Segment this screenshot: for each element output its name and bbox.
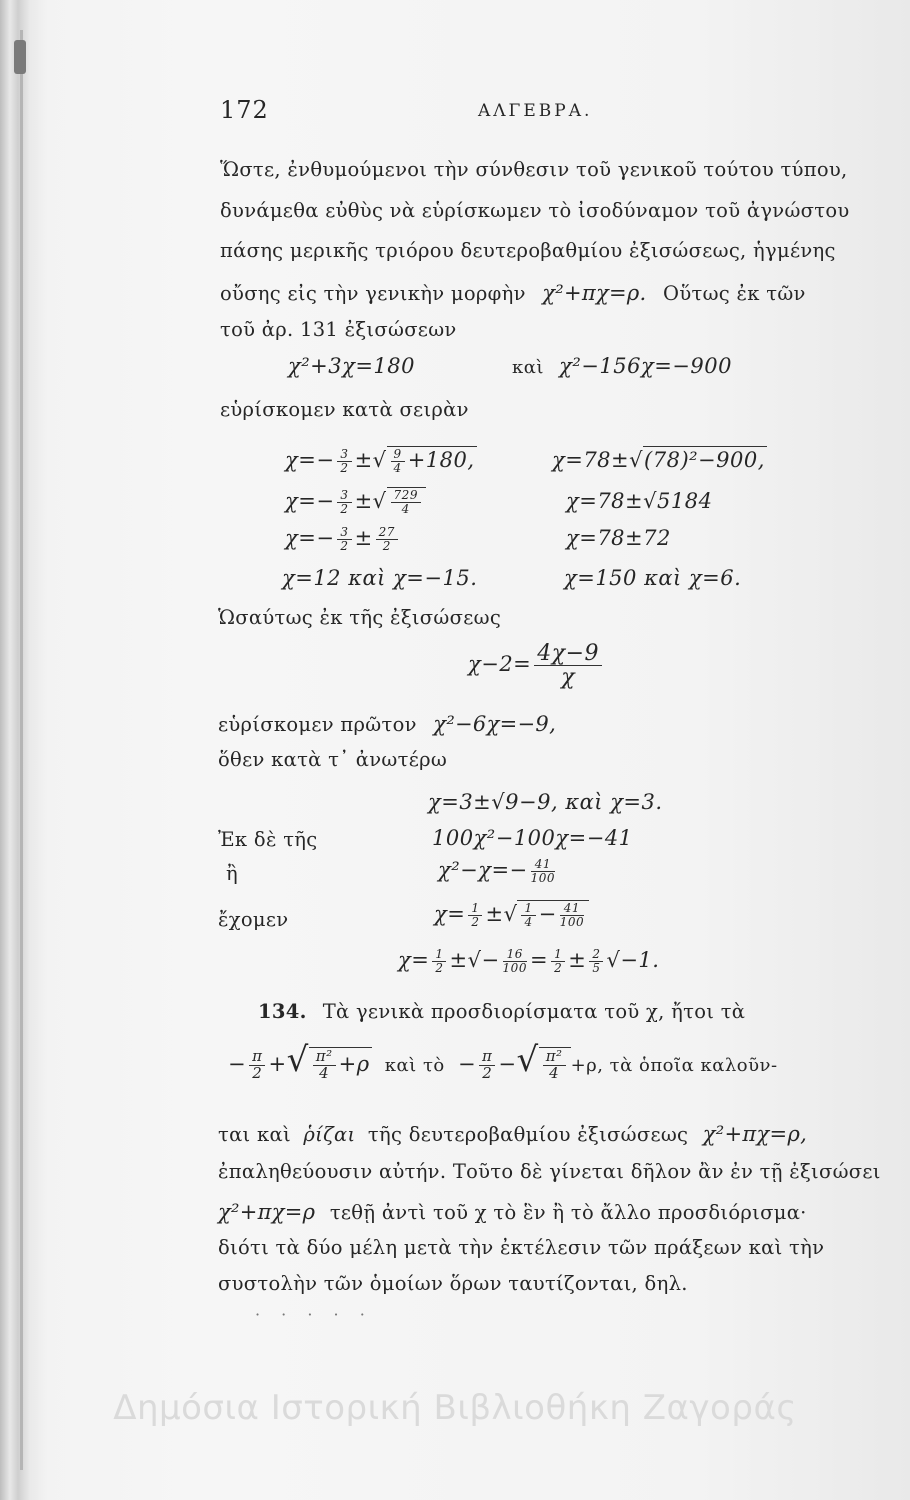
numerator: 3 xyxy=(337,489,351,503)
gutter-line xyxy=(20,30,23,1470)
text-line xyxy=(218,1200,807,1224)
text-italic: ῥίζαι xyxy=(303,1123,356,1146)
denominator: 100 xyxy=(502,961,527,975)
solution-step-left-3 xyxy=(285,526,401,553)
solution-step-right-4: χ=150 καὶ χ=6. xyxy=(564,566,742,590)
radicand xyxy=(387,446,477,475)
text-line: συστολὴν τῶν ὁμοίων ὅρων ταυτίζονται, δηλ. xyxy=(218,1272,688,1295)
term: + xyxy=(268,1052,287,1076)
fraction xyxy=(468,902,482,928)
text: ται καὶ xyxy=(218,1123,291,1146)
term: ± xyxy=(354,526,373,550)
denominator: 2 xyxy=(554,961,563,975)
section-heading-line xyxy=(258,1000,745,1023)
text: τεθῇ ἀντὶ τοῦ χ τὸ ἓν ἢ τὸ ἄλλο προσδιόρισμα· xyxy=(329,1201,807,1224)
solution-step-8 xyxy=(434,900,589,929)
term: χ=− xyxy=(285,489,335,513)
numerator: π xyxy=(249,1049,265,1066)
denominator: χ xyxy=(561,665,576,691)
footer-dots: · · · · · xyxy=(255,1305,373,1324)
equation: χ²−6χ=−9, xyxy=(433,712,557,736)
equation-rational xyxy=(468,642,605,689)
term: χ=− xyxy=(285,448,335,472)
fraction xyxy=(337,489,351,515)
term: √−1. xyxy=(606,948,660,972)
numerator: π xyxy=(479,1049,495,1066)
text-line: ἔχομεν xyxy=(218,908,289,931)
text: καὶ τὸ xyxy=(384,1055,445,1076)
text-line xyxy=(218,1122,807,1146)
numerator: 1 xyxy=(551,948,565,962)
text-line: πάσης μερικῆς τριόρου δευτεροβαθμίου ἐξισώσεως, ἡγμένης xyxy=(220,239,836,262)
solution-step-9 xyxy=(398,948,659,975)
text-line xyxy=(220,281,806,305)
numerator: 27 xyxy=(376,526,398,540)
fraction xyxy=(560,902,584,928)
section-number: 134. xyxy=(258,1000,307,1023)
sqrt-sign: √ xyxy=(516,1040,539,1080)
text: +ρ, τὰ ὁποῖα καλοῦν- xyxy=(570,1055,778,1076)
denominator: 2 xyxy=(435,961,444,975)
numerator: π² xyxy=(543,1049,566,1066)
numerator: 2 xyxy=(589,948,603,962)
solution-step-left-4: χ=12 καὶ χ=−15. xyxy=(282,566,478,590)
numerator: 1 xyxy=(468,902,482,916)
page-number: 172 xyxy=(220,96,269,124)
equation-b xyxy=(512,354,732,378)
equation-text: χ²−156χ=−900 xyxy=(559,354,732,378)
text: τῆς δευτεροβαθμίου ἐξισώσεως xyxy=(367,1123,689,1146)
equation: χ²+πχ=ρ, xyxy=(702,1122,808,1146)
denominator: 5 xyxy=(592,961,601,975)
solution-step-right-3: χ=78±72 xyxy=(566,526,671,550)
denominator: 2 xyxy=(340,539,349,553)
term: χ= xyxy=(398,948,430,972)
term: ± xyxy=(568,948,587,972)
text-line: διότι τὰ δύο μέλη μετὰ τὴν ἐκτέλεσιν τῶν πράξεων καὶ τὴν xyxy=(218,1236,825,1259)
text-line: Ἐκ δὲ τῆς xyxy=(218,828,318,851)
denominator: 2 xyxy=(340,502,349,516)
numerator: 729 xyxy=(391,489,421,503)
solution-step-7 xyxy=(438,858,558,885)
fraction xyxy=(313,1049,336,1082)
solution-step-5: χ=3±√9−9, καὶ χ=3. xyxy=(428,790,663,814)
numerator: 4χ−9 xyxy=(534,642,602,666)
term: ±√ xyxy=(354,489,387,513)
fraction xyxy=(551,948,565,974)
term: ±√ xyxy=(354,448,387,472)
term: +ρ xyxy=(338,1052,370,1076)
denominator: 4 xyxy=(319,1064,330,1082)
fraction xyxy=(337,526,351,552)
conjunction: καὶ xyxy=(512,357,544,378)
numerator: π² xyxy=(313,1049,336,1066)
text-line: δυνάμεθα εὐθὺς νὰ εὑρίσκωμεν τὸ ἰσοδύναμον τοῦ ἀγνώστου xyxy=(220,199,850,222)
denominator: 4 xyxy=(549,1064,560,1082)
fraction xyxy=(479,1049,495,1082)
text: Οὕτως ἐκ τῶν xyxy=(663,282,806,305)
text: Τὰ γενικὰ προσδιορίσματα τοῦ χ, ἤτοι τὰ xyxy=(322,1000,746,1023)
term: − xyxy=(538,902,557,926)
denominator: 2 xyxy=(482,1064,493,1082)
solution-step-right-2: χ=78±√5184 xyxy=(566,489,713,513)
fraction xyxy=(391,448,405,474)
equation: χ²+πχ=ρ xyxy=(218,1200,316,1224)
term: − xyxy=(457,1052,477,1076)
book-gutter xyxy=(0,0,48,1500)
fraction xyxy=(534,642,602,689)
denominator: 2 xyxy=(382,539,391,553)
text: εὑρίσκομεν πρῶτον xyxy=(218,713,417,736)
term: χ=78±√ xyxy=(552,448,644,472)
text-line: Ὡσαύτως ἐκ τῆς ἐξισώσεως xyxy=(218,606,502,629)
gutter-mark xyxy=(14,40,26,74)
numerator: 3 xyxy=(337,448,351,462)
text-line: ἢ xyxy=(226,862,238,885)
fraction xyxy=(521,902,535,928)
running-title: ΑΛΓΕΒΡΑ. xyxy=(478,101,593,121)
fraction xyxy=(503,948,527,974)
fraction xyxy=(589,948,603,974)
fraction xyxy=(249,1049,265,1082)
term: = xyxy=(529,948,549,972)
numerator: 41 xyxy=(560,902,584,916)
numerator: 3 xyxy=(337,526,351,540)
text-line: ἐπαληθεύουσιν αὐτήν. Τοῦτο δὲ γίνεται δῆλον ἂν ἐν τῇ ἐξισώσει xyxy=(218,1160,881,1183)
fraction xyxy=(376,526,398,552)
denominator: 4 xyxy=(524,915,533,929)
denominator: 2 xyxy=(252,1064,263,1082)
term: χ=− xyxy=(285,526,335,550)
fraction xyxy=(531,858,555,884)
term: ±√ xyxy=(485,902,518,926)
library-watermark: Δημόσια Ιστορική Βιβλιοθήκη Ζαγοράς xyxy=(113,1388,797,1428)
term: χ−2= xyxy=(468,652,532,677)
term: χ= xyxy=(434,902,466,926)
term: χ²−χ=− xyxy=(438,858,528,882)
denominator: 100 xyxy=(530,871,556,885)
text-line: Ὥστε, ἐνθυμούμενοι τὴν σύνθεσιν τοῦ γενικοῦ τούτου τύπου, xyxy=(220,158,848,181)
fraction xyxy=(432,948,446,974)
term: − xyxy=(498,1052,517,1076)
fraction xyxy=(337,448,351,474)
numerator: 41 xyxy=(531,858,555,872)
equation-a: χ²+3χ=180 xyxy=(288,354,416,378)
denominator: 4 xyxy=(401,502,410,516)
radicand xyxy=(387,487,426,516)
fraction xyxy=(543,1049,566,1082)
equation: χ²+πχ=ρ. xyxy=(542,281,647,305)
term: +180, xyxy=(407,448,475,472)
denominator: 2 xyxy=(471,915,480,929)
radicand xyxy=(539,1047,571,1082)
text-line: ὅθεν κατὰ τ᾽ ἀνωτέρω xyxy=(218,748,448,771)
text-line: εὑρίσκομεν κατὰ σειρὰν xyxy=(220,398,469,421)
term: − xyxy=(228,1052,247,1076)
sqrt-sign: √ xyxy=(286,1040,309,1080)
denominator: 100 xyxy=(559,915,585,929)
numerator: 9 xyxy=(391,448,405,462)
solution-step-left-1 xyxy=(285,446,477,475)
denominator: 4 xyxy=(393,461,402,475)
general-roots xyxy=(228,1040,778,1082)
radicand: (78)²−900, xyxy=(644,448,765,472)
numerator: 1 xyxy=(432,948,446,962)
solution-step-left-2 xyxy=(285,487,426,516)
text: οὔσης εἰς τὴν γενικὴν μορφὴν xyxy=(220,282,526,305)
numerator: 16 xyxy=(503,948,527,962)
solution-step-right-1 xyxy=(552,446,767,472)
text-line: τοῦ ἀρ. 131 ἐξισώσεων xyxy=(220,318,457,341)
numerator: 1 xyxy=(521,902,535,916)
radicand xyxy=(517,900,589,929)
solution-step-6: 100χ²−100χ=−41 xyxy=(432,826,633,850)
fraction xyxy=(391,489,421,515)
radicand xyxy=(309,1047,372,1082)
term: ±√− xyxy=(449,948,500,972)
denominator: 2 xyxy=(340,461,349,475)
text-line xyxy=(218,712,556,736)
